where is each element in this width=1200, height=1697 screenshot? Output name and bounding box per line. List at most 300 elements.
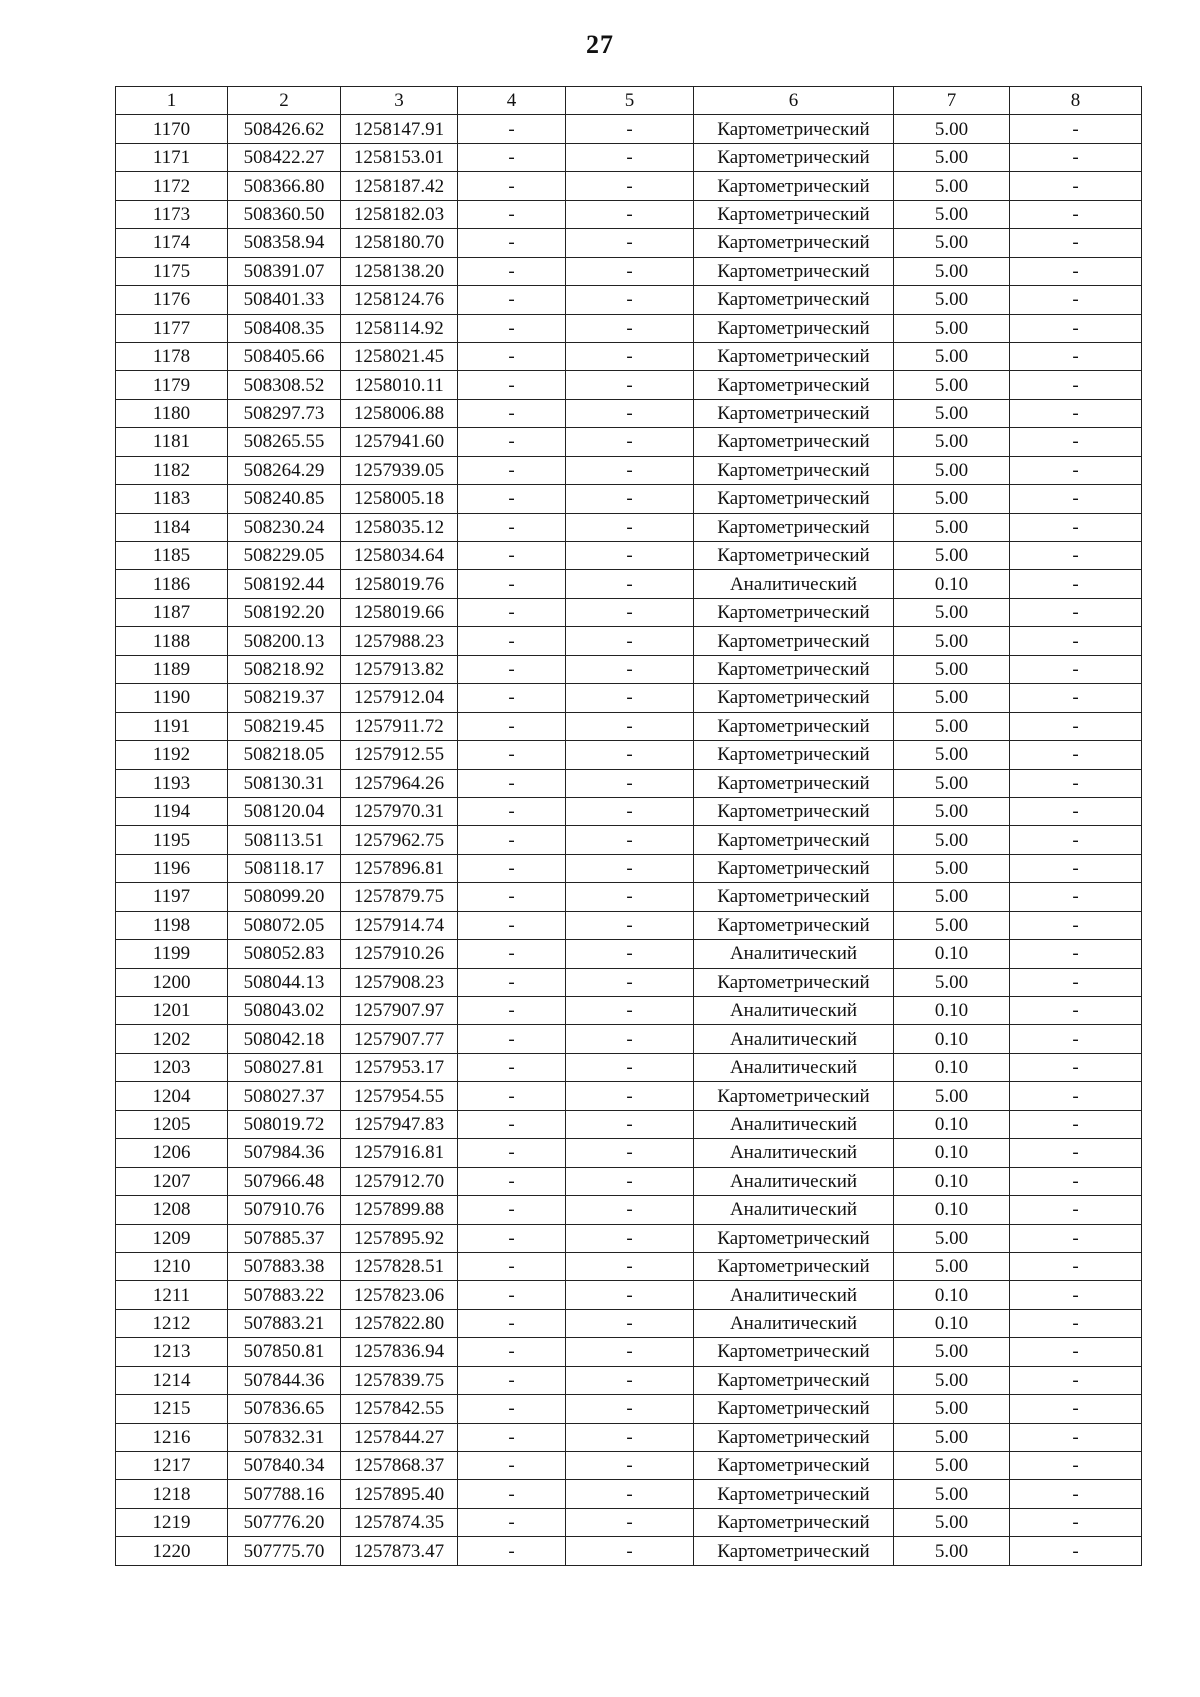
col-5-value-cell: - [566, 257, 694, 285]
x-coordinate-cell: 508099.20 [228, 883, 341, 911]
point-number-cell: 1176 [116, 286, 228, 314]
x-coordinate-cell: 508405.66 [228, 342, 341, 370]
x-coordinate-cell: 507984.36 [228, 1139, 341, 1167]
method-cell: Аналитический [694, 1025, 894, 1053]
method-cell: Аналитический [694, 1281, 894, 1309]
y-coordinate-cell: 1257970.31 [341, 797, 458, 825]
table-row [116, 1281, 1142, 1309]
table-row [116, 1366, 1142, 1394]
point-number-cell: 1173 [116, 200, 228, 228]
col-8-value-cell: - [1010, 200, 1142, 228]
x-coordinate-cell: 508120.04 [228, 797, 341, 825]
point-number-cell: 1218 [116, 1480, 228, 1508]
table-row [116, 570, 1142, 598]
col-4-value-cell: - [458, 940, 566, 968]
col-5-value-cell: - [566, 883, 694, 911]
y-coordinate-cell: 1257954.55 [341, 1082, 458, 1110]
point-number-cell: 1192 [116, 741, 228, 769]
table-row [116, 997, 1142, 1025]
y-coordinate-cell: 1257896.81 [341, 854, 458, 882]
y-coordinate-cell: 1257873.47 [341, 1537, 458, 1565]
point-number-cell: 1219 [116, 1508, 228, 1536]
accuracy-cell: 5.00 [894, 371, 1010, 399]
point-number-cell: 1215 [116, 1395, 228, 1423]
col-5-value-cell: - [566, 1508, 694, 1536]
y-coordinate-cell: 1258035.12 [341, 513, 458, 541]
method-cell: Картометрический [694, 143, 894, 171]
col-5-value-cell: - [566, 513, 694, 541]
x-coordinate-cell: 508401.33 [228, 286, 341, 314]
col-8-value-cell: - [1010, 1110, 1142, 1138]
table-row [116, 485, 1142, 513]
accuracy-cell: 5.00 [894, 456, 1010, 484]
col-4-value-cell: - [458, 570, 566, 598]
x-coordinate-cell: 508426.62 [228, 115, 341, 143]
col-5-value-cell: - [566, 769, 694, 797]
table-row [116, 286, 1142, 314]
col-4-value-cell: - [458, 1395, 566, 1423]
col-4-value-cell: - [458, 1196, 566, 1224]
point-number-cell: 1200 [116, 968, 228, 996]
accuracy-cell: 0.10 [894, 1053, 1010, 1081]
x-coordinate-cell: 508422.27 [228, 143, 341, 171]
col-4-value-cell: - [458, 456, 566, 484]
col-4-value-cell: - [458, 1480, 566, 1508]
col-8-value-cell: - [1010, 172, 1142, 200]
table-row [116, 1196, 1142, 1224]
accuracy-cell: 5.00 [894, 1537, 1010, 1565]
x-coordinate-cell: 508043.02 [228, 997, 341, 1025]
col-8-value-cell: - [1010, 1196, 1142, 1224]
table-row [116, 1395, 1142, 1423]
accuracy-cell: 5.00 [894, 229, 1010, 257]
col-5-value-cell: - [566, 1309, 694, 1337]
col-8-value-cell: - [1010, 286, 1142, 314]
table-row [116, 513, 1142, 541]
table-row [116, 1110, 1142, 1138]
col-4-value-cell: - [458, 1309, 566, 1337]
col-5-value-cell: - [566, 1053, 694, 1081]
col-4-value-cell: - [458, 1139, 566, 1167]
x-coordinate-cell: 508218.92 [228, 655, 341, 683]
point-number-cell: 1182 [116, 456, 228, 484]
col-5-value-cell: - [566, 655, 694, 683]
col-8-value-cell: - [1010, 371, 1142, 399]
col-8-value-cell: - [1010, 826, 1142, 854]
col-8-value-cell: - [1010, 1053, 1142, 1081]
method-cell: Картометрический [694, 513, 894, 541]
x-coordinate-cell: 507910.76 [228, 1196, 341, 1224]
x-coordinate-cell: 507840.34 [228, 1452, 341, 1480]
col-4-value-cell: - [458, 655, 566, 683]
point-number-cell: 1171 [116, 143, 228, 171]
x-coordinate-cell: 508297.73 [228, 399, 341, 427]
table-row [116, 1480, 1142, 1508]
col-5-value-cell: - [566, 143, 694, 171]
col-8-value-cell: - [1010, 1224, 1142, 1252]
x-coordinate-cell: 508192.20 [228, 598, 341, 626]
col-8-value-cell: - [1010, 1508, 1142, 1536]
col-5-value-cell: - [566, 1395, 694, 1423]
y-coordinate-cell: 1258182.03 [341, 200, 458, 228]
table-row [116, 1025, 1142, 1053]
table-row [116, 1252, 1142, 1280]
y-coordinate-cell: 1258114.92 [341, 314, 458, 342]
table-row [116, 399, 1142, 427]
y-coordinate-cell: 1258180.70 [341, 229, 458, 257]
point-number-cell: 1214 [116, 1366, 228, 1394]
table-row [116, 314, 1142, 342]
col-8-value-cell: - [1010, 342, 1142, 370]
method-cell: Картометрический [694, 172, 894, 200]
col-5-value-cell: - [566, 1224, 694, 1252]
col-4-value-cell: - [458, 627, 566, 655]
y-coordinate-cell: 1258021.45 [341, 342, 458, 370]
col-8-value-cell: - [1010, 684, 1142, 712]
table-row [116, 940, 1142, 968]
y-coordinate-cell: 1257913.82 [341, 655, 458, 683]
method-cell: Картометрический [694, 1423, 894, 1451]
x-coordinate-cell: 507966.48 [228, 1167, 341, 1195]
table-row [116, 968, 1142, 996]
method-cell: Картометрический [694, 1395, 894, 1423]
col-4-value-cell: - [458, 428, 566, 456]
point-number-cell: 1196 [116, 854, 228, 882]
col-5-value-cell: - [566, 399, 694, 427]
method-cell: Картометрический [694, 797, 894, 825]
col-5-value-cell: - [566, 542, 694, 570]
point-number-cell: 1194 [116, 797, 228, 825]
table-row [116, 598, 1142, 626]
col-5-value-cell: - [566, 797, 694, 825]
col-4-value-cell: - [458, 854, 566, 882]
x-coordinate-cell: 507850.81 [228, 1338, 341, 1366]
y-coordinate-cell: 1258034.64 [341, 542, 458, 570]
col-5-value-cell: - [566, 826, 694, 854]
col-5-value-cell: - [566, 314, 694, 342]
col-5-value-cell: - [566, 1252, 694, 1280]
col-4-value-cell: - [458, 1053, 566, 1081]
col-4-value-cell: - [458, 229, 566, 257]
y-coordinate-cell: 1257939.05 [341, 456, 458, 484]
col-8-value-cell: - [1010, 257, 1142, 285]
col-8-value-cell: - [1010, 229, 1142, 257]
method-cell: Картометрический [694, 229, 894, 257]
method-cell: Картометрический [694, 655, 894, 683]
y-coordinate-cell: 1258124.76 [341, 286, 458, 314]
method-cell: Картометрический [694, 1452, 894, 1480]
x-coordinate-cell: 508130.31 [228, 769, 341, 797]
col-4-value-cell: - [458, 1224, 566, 1252]
accuracy-cell: 5.00 [894, 1338, 1010, 1366]
method-cell: Аналитический [694, 1110, 894, 1138]
col-8-value-cell: - [1010, 1452, 1142, 1480]
method-cell: Картометрический [694, 968, 894, 996]
table-row [116, 1508, 1142, 1536]
method-cell: Аналитический [694, 1053, 894, 1081]
y-coordinate-cell: 1257839.75 [341, 1366, 458, 1394]
col-8-value-cell: - [1010, 1338, 1142, 1366]
y-coordinate-cell: 1258147.91 [341, 115, 458, 143]
table-row [116, 1338, 1142, 1366]
accuracy-cell: 0.10 [894, 1281, 1010, 1309]
accuracy-cell: 5.00 [894, 115, 1010, 143]
col-8-value-cell: - [1010, 1423, 1142, 1451]
y-coordinate-cell: 1257822.80 [341, 1309, 458, 1337]
col-4-value-cell: - [458, 200, 566, 228]
accuracy-cell: 5.00 [894, 598, 1010, 626]
y-coordinate-cell: 1257828.51 [341, 1252, 458, 1280]
accuracy-cell: 0.10 [894, 1025, 1010, 1053]
point-number-cell: 1193 [116, 769, 228, 797]
accuracy-cell: 5.00 [894, 314, 1010, 342]
table-row [116, 371, 1142, 399]
y-coordinate-cell: 1257962.75 [341, 826, 458, 854]
point-number-cell: 1197 [116, 883, 228, 911]
method-cell: Картометрический [694, 314, 894, 342]
point-number-cell: 1178 [116, 342, 228, 370]
col-4-value-cell: - [458, 1537, 566, 1565]
x-coordinate-cell: 508366.80 [228, 172, 341, 200]
col-5-value-cell: - [566, 1082, 694, 1110]
col-5-value-cell: - [566, 1338, 694, 1366]
point-number-cell: 1180 [116, 399, 228, 427]
accuracy-cell: 0.10 [894, 940, 1010, 968]
method-cell: Картометрический [694, 371, 894, 399]
x-coordinate-cell: 508019.72 [228, 1110, 341, 1138]
table-row [116, 1224, 1142, 1252]
point-number-cell: 1206 [116, 1139, 228, 1167]
y-coordinate-cell: 1257910.26 [341, 940, 458, 968]
y-coordinate-cell: 1257947.83 [341, 1110, 458, 1138]
col-5-value-cell: - [566, 854, 694, 882]
y-coordinate-cell: 1257842.55 [341, 1395, 458, 1423]
method-cell: Картометрический [694, 627, 894, 655]
table-row [116, 627, 1142, 655]
accuracy-cell: 5.00 [894, 1252, 1010, 1280]
accuracy-cell: 5.00 [894, 286, 1010, 314]
x-coordinate-cell: 507844.36 [228, 1366, 341, 1394]
point-number-cell: 1208 [116, 1196, 228, 1224]
accuracy-cell: 5.00 [894, 968, 1010, 996]
accuracy-cell: 5.00 [894, 826, 1010, 854]
point-number-cell: 1202 [116, 1025, 228, 1053]
col-4-value-cell: - [458, 1508, 566, 1536]
table-row [116, 200, 1142, 228]
method-cell: Аналитический [694, 1167, 894, 1195]
point-number-cell: 1170 [116, 115, 228, 143]
accuracy-cell: 0.10 [894, 570, 1010, 598]
point-number-cell: 1175 [116, 257, 228, 285]
y-coordinate-cell: 1257895.92 [341, 1224, 458, 1252]
col-5-value-cell: - [566, 1366, 694, 1394]
accuracy-cell: 5.00 [894, 1224, 1010, 1252]
accuracy-cell: 0.10 [894, 1309, 1010, 1337]
table-header [116, 87, 1142, 115]
method-cell: Картометрический [694, 200, 894, 228]
table-row [116, 229, 1142, 257]
accuracy-cell: 5.00 [894, 627, 1010, 655]
y-coordinate-cell: 1257823.06 [341, 1281, 458, 1309]
method-cell: Картометрический [694, 1480, 894, 1508]
method-cell: Картометрический [694, 854, 894, 882]
method-cell: Картометрический [694, 826, 894, 854]
point-number-cell: 1191 [116, 712, 228, 740]
col-4-value-cell: - [458, 1423, 566, 1451]
header-row [116, 87, 1142, 115]
accuracy-cell: 5.00 [894, 911, 1010, 939]
col-5-value-cell: - [566, 1281, 694, 1309]
col-8-value-cell: - [1010, 1309, 1142, 1337]
col-8-value-cell: - [1010, 1139, 1142, 1167]
point-number-cell: 1181 [116, 428, 228, 456]
col-8-value-cell: - [1010, 542, 1142, 570]
point-number-cell: 1205 [116, 1110, 228, 1138]
col-4-value-cell: - [458, 1025, 566, 1053]
accuracy-cell: 0.10 [894, 997, 1010, 1025]
x-coordinate-cell: 508113.51 [228, 826, 341, 854]
column-header-8: 8 [1010, 87, 1142, 115]
method-cell: Аналитический [694, 570, 894, 598]
point-number-cell: 1187 [116, 598, 228, 626]
y-coordinate-cell: 1257907.77 [341, 1025, 458, 1053]
point-number-cell: 1179 [116, 371, 228, 399]
table-row [116, 342, 1142, 370]
x-coordinate-cell: 507885.37 [228, 1224, 341, 1252]
table-row [116, 911, 1142, 939]
method-cell: Аналитический [694, 997, 894, 1025]
method-cell: Картометрический [694, 883, 894, 911]
col-8-value-cell: - [1010, 399, 1142, 427]
x-coordinate-cell: 508052.83 [228, 940, 341, 968]
col-5-value-cell: - [566, 115, 694, 143]
accuracy-cell: 5.00 [894, 172, 1010, 200]
col-5-value-cell: - [566, 485, 694, 513]
y-coordinate-cell: 1258153.01 [341, 143, 458, 171]
accuracy-cell: 5.00 [894, 200, 1010, 228]
col-5-value-cell: - [566, 684, 694, 712]
accuracy-cell: 5.00 [894, 1395, 1010, 1423]
x-coordinate-cell: 508264.29 [228, 456, 341, 484]
accuracy-cell: 5.00 [894, 143, 1010, 171]
table-row [116, 1053, 1142, 1081]
y-coordinate-cell: 1258006.88 [341, 399, 458, 427]
col-5-value-cell: - [566, 570, 694, 598]
x-coordinate-cell: 507883.22 [228, 1281, 341, 1309]
x-coordinate-cell: 508192.44 [228, 570, 341, 598]
point-number-cell: 1220 [116, 1537, 228, 1565]
x-coordinate-cell: 508308.52 [228, 371, 341, 399]
table-row [116, 826, 1142, 854]
point-number-cell: 1212 [116, 1309, 228, 1337]
column-header-6: 6 [694, 87, 894, 115]
col-8-value-cell: - [1010, 1167, 1142, 1195]
table-row [116, 854, 1142, 882]
col-8-value-cell: - [1010, 1281, 1142, 1309]
table-row [116, 115, 1142, 143]
table-row [116, 769, 1142, 797]
col-8-value-cell: - [1010, 797, 1142, 825]
accuracy-cell: 5.00 [894, 1082, 1010, 1110]
table-row [116, 172, 1142, 200]
col-4-value-cell: - [458, 598, 566, 626]
column-header-5: 5 [566, 87, 694, 115]
table-row [116, 684, 1142, 712]
x-coordinate-cell: 508027.81 [228, 1053, 341, 1081]
accuracy-cell: 5.00 [894, 342, 1010, 370]
y-coordinate-cell: 1257964.26 [341, 769, 458, 797]
x-coordinate-cell: 507832.31 [228, 1423, 341, 1451]
y-coordinate-cell: 1257895.40 [341, 1480, 458, 1508]
accuracy-cell: 0.10 [894, 1139, 1010, 1167]
method-cell: Аналитический [694, 1196, 894, 1224]
y-coordinate-cell: 1258010.11 [341, 371, 458, 399]
col-8-value-cell: - [1010, 428, 1142, 456]
col-4-value-cell: - [458, 1338, 566, 1366]
y-coordinate-cell: 1257844.27 [341, 1423, 458, 1451]
col-5-value-cell: - [566, 1537, 694, 1565]
y-coordinate-cell: 1257953.17 [341, 1053, 458, 1081]
col-5-value-cell: - [566, 172, 694, 200]
col-5-value-cell: - [566, 997, 694, 1025]
accuracy-cell: 5.00 [894, 655, 1010, 683]
accuracy-cell: 5.00 [894, 399, 1010, 427]
col-8-value-cell: - [1010, 1025, 1142, 1053]
point-number-cell: 1189 [116, 655, 228, 683]
point-number-cell: 1186 [116, 570, 228, 598]
point-number-cell: 1213 [116, 1338, 228, 1366]
table-row [116, 1167, 1142, 1195]
x-coordinate-cell: 508230.24 [228, 513, 341, 541]
method-cell: Картометрический [694, 115, 894, 143]
col-4-value-cell: - [458, 399, 566, 427]
accuracy-cell: 0.10 [894, 1167, 1010, 1195]
col-4-value-cell: - [458, 1366, 566, 1394]
y-coordinate-cell: 1258019.66 [341, 598, 458, 626]
table-row [116, 1537, 1142, 1565]
col-5-value-cell: - [566, 1196, 694, 1224]
x-coordinate-cell: 508360.50 [228, 200, 341, 228]
point-number-cell: 1211 [116, 1281, 228, 1309]
method-cell: Картометрический [694, 428, 894, 456]
point-number-cell: 1185 [116, 542, 228, 570]
col-4-value-cell: - [458, 1281, 566, 1309]
method-cell: Картометрический [694, 1366, 894, 1394]
accuracy-cell: 5.00 [894, 883, 1010, 911]
point-number-cell: 1172 [116, 172, 228, 200]
col-5-value-cell: - [566, 1452, 694, 1480]
y-coordinate-cell: 1257874.35 [341, 1508, 458, 1536]
method-cell: Аналитический [694, 1309, 894, 1337]
y-coordinate-cell: 1257868.37 [341, 1452, 458, 1480]
accuracy-cell: 5.00 [894, 542, 1010, 570]
table-row [116, 428, 1142, 456]
col-8-value-cell: - [1010, 655, 1142, 683]
col-5-value-cell: - [566, 1167, 694, 1195]
method-cell: Картометрический [694, 598, 894, 626]
col-4-value-cell: - [458, 257, 566, 285]
accuracy-cell: 5.00 [894, 428, 1010, 456]
col-8-value-cell: - [1010, 911, 1142, 939]
col-5-value-cell: - [566, 1480, 694, 1508]
method-cell: Картометрический [694, 741, 894, 769]
column-header-4: 4 [458, 87, 566, 115]
col-8-value-cell: - [1010, 598, 1142, 626]
col-8-value-cell: - [1010, 712, 1142, 740]
col-5-value-cell: - [566, 371, 694, 399]
column-header-7: 7 [894, 87, 1010, 115]
col-4-value-cell: - [458, 741, 566, 769]
